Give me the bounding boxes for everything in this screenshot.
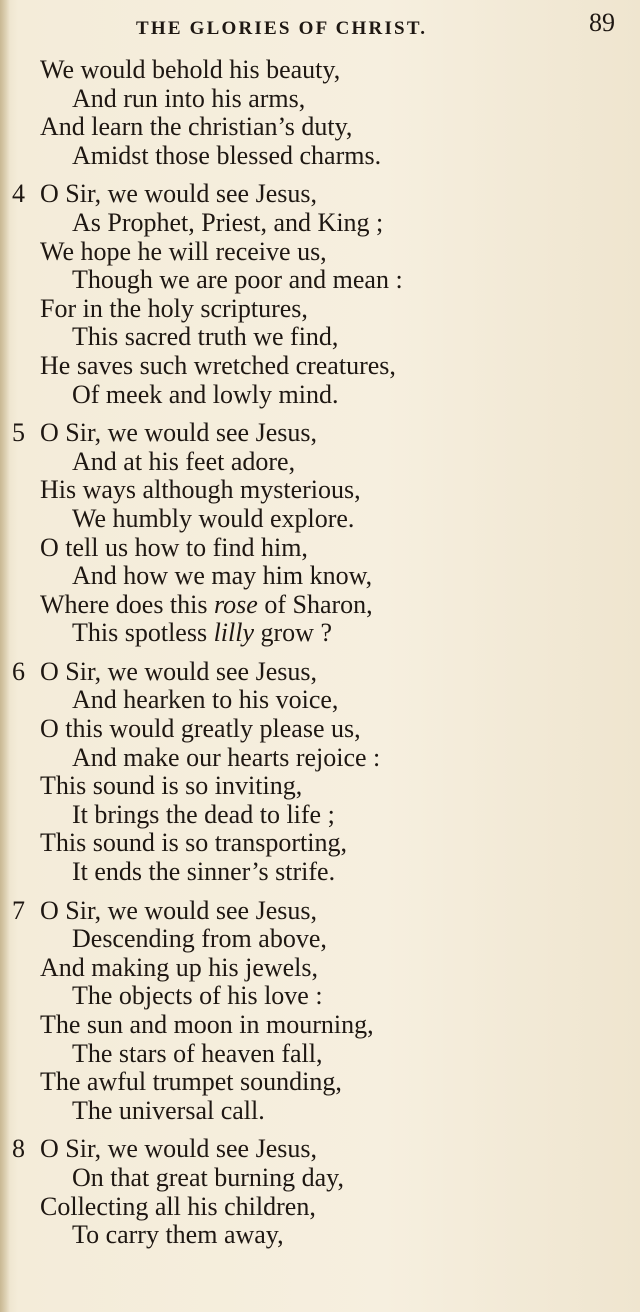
verse-line: And at his feet adore,	[72, 446, 296, 476]
verse-line: And learn the christian’s duty,	[40, 112, 353, 142]
verse-line: And make our hearts rejoice :	[72, 742, 381, 772]
verse-line: Though we are poor and mean :	[72, 265, 403, 295]
verse-line: His ways although mysterious,	[40, 475, 361, 505]
stanza-5	[0, 419, 640, 648]
verse-line: This sacred truth we find,	[72, 322, 339, 352]
stanza-continued	[0, 56, 640, 170]
verse-line: And making up his jewels,	[40, 952, 319, 982]
verse-line-text: O Sir, we would see Jesus,	[40, 656, 317, 686]
verse-line: We hope he will receive us,	[40, 236, 327, 266]
emphasized-word: lilly	[213, 618, 255, 648]
verse-line: And how we may him know,	[72, 561, 373, 591]
stanza-6	[0, 658, 640, 887]
verse-line: He saves such wretched creatures,	[40, 350, 396, 380]
stanza-number: 7	[12, 895, 25, 925]
verse-line	[0, 1135, 640, 1164]
verse-line	[0, 897, 640, 926]
verse-line: The stars of heaven fall,	[72, 1038, 323, 1068]
verse-line-text: O Sir, we would see Jesus,	[40, 418, 317, 448]
stanza-number: 8	[12, 1134, 25, 1164]
verse-line: On that great burning day,	[72, 1162, 344, 1192]
verse-line: Amidst those blessed charms.	[72, 140, 382, 170]
stanza-7	[0, 897, 640, 1126]
verse-line	[0, 658, 640, 687]
stanza-number: 6	[12, 656, 25, 686]
verse-line: The sun and moon in mourning,	[40, 1010, 374, 1039]
stanza-8	[0, 1135, 640, 1249]
hymn-text	[0, 56, 640, 1260]
verse-line: For in the holy scriptures,	[40, 293, 308, 323]
running-title: THE GLORIES OF CHRIST.	[136, 18, 428, 39]
verse-line: Of meek and lowly mind.	[72, 379, 339, 409]
verse-line: And hearken to his voice,	[72, 685, 339, 715]
verse-line: O this would greatly please us,	[40, 714, 361, 744]
verse-line-text: O Sir, we would see Jesus,	[40, 895, 317, 925]
verse-line: This sound is so inviting,	[40, 771, 303, 801]
stanza-number: 4	[12, 179, 25, 209]
verse-line: The universal call.	[72, 1095, 265, 1125]
stanza-4	[0, 180, 640, 409]
verse-line: This spotless lilly grow ?	[72, 618, 332, 648]
verse-line: The awful trumpet sounding,	[40, 1067, 342, 1097]
verse-line: Descending from above,	[72, 924, 327, 954]
verse-line: As Prophet, Priest, and King ;	[72, 207, 384, 237]
stanza-number: 5	[12, 418, 25, 448]
verse-line: Collecting all his children,	[40, 1191, 316, 1221]
verse-line: It brings the dead to life ;	[72, 799, 335, 829]
verse-line: Where does this rose of Sharon,	[40, 589, 373, 619]
verse-line: The objects of his love :	[72, 981, 323, 1011]
page-number: 89	[589, 8, 615, 37]
verse-line	[0, 180, 640, 209]
page-header	[0, 8, 640, 40]
verse-line-text: O Sir, we would see Jesus,	[40, 1134, 317, 1164]
verse-line: This sound is so transporting,	[40, 828, 347, 858]
verse-line: It ends the sinner’s strife.	[72, 857, 336, 887]
verse-line: We would behold his beauty,	[40, 55, 341, 84]
verse-line: O tell us how to find him,	[40, 532, 308, 562]
emphasized-word: rose	[214, 589, 258, 619]
verse-line: We humbly would explore.	[72, 503, 355, 533]
verse-line-text: O Sir, we would see Jesus,	[40, 179, 317, 209]
verse-line: And run into his arms,	[72, 83, 306, 113]
verse-line: To carry them away,	[72, 1220, 284, 1250]
verse-line	[0, 419, 640, 448]
